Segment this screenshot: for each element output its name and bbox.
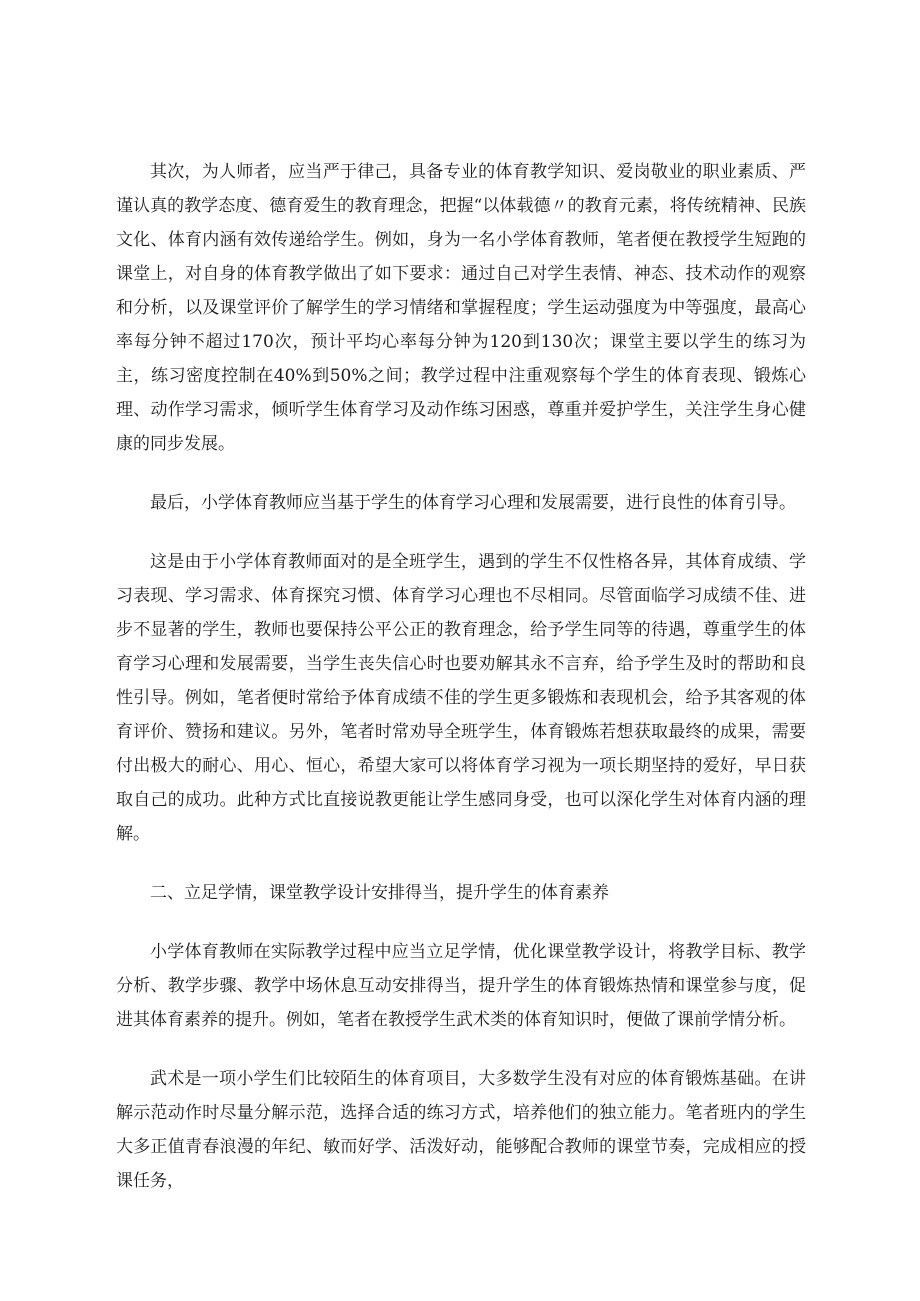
paragraph-whole-class-students: 这是由于小学体育教师面对的是全班学生，遇到的学生不仅性格各异，其体育成绩、学习表现、学习需求、体育探究习惯、体育学习心理也不尽相同。尽管面临学习成绩不佳、进步不显著的学生，教师也要保持公平公正的教育理念，给予学生同等的待遇，尊重学生的体育学习心理和发展需要，当学生丧失信心时也要劝解其永不言弃，给予学生及时的帮助和良性引导。例如，笔者便时常给予体育成绩不佳的学生更多锻炼和表现机会，给予其客观的体育评价、赞扬和建议。另外，笔者时常劝导全班学生，体育锻炼若想获取最终的成果，需要付出极大的耐心、用心、恒心，希望大家可以将体育学习视为一项长期坚持的爱好，早日获取自己的成功。此种方式比直接说教更能让学生感同身受，也可以深化学生对体育内涵的理解。 xyxy=(116,552,806,844)
paragraph-martial-arts: 武术是一项小学生们比较陌生的体育项目，大多数学生没有对应的体育锻炼基础。在讲解示范动作时尽量分解示范，选择合适的练习方式，培养他们的独立能力。笔者班内的学生大多正值青春浪漫的年纪、敏而好学、活泼好动，能够配合教师的课堂节奏，完成相应的授课任务， xyxy=(116,1069,806,1191)
paragraph-spacer xyxy=(116,1037,806,1062)
paragraph-teacher-self-discipline: 其次，为人师者，应当严于律己，具备专业的体育教学知识、爱岗敬业的职业素质、严谨认真的教学态度、德育爱生的教育理念，把握“以体载德〃的教育元素，将传统精神、民族文化、体育内涵有效传递给学生。例如，身为一名小学体育教师，笔者便在教授学生短跑的课堂上，对自身的体育教学做出了如下要求：通过自己对学生表情、神态、技术动作的观察和分析，以及课堂评价了解学生的学习情绪和掌握程度；学生运动强度为中等强度，最高心率每分钟不超过170次，预计平均心率每分钟为120到130次；课堂主要以学生的练习为主，练习密度控制在40%到50%之间；教学过程中注重观察每个学生的体育表现、锻炼心理、动作学习需求，倾听学生体育学习及动作练习困惑，尊重并爱护学生，关注学生身心健康的同步发展。 xyxy=(116,162,806,454)
section-heading-two: 二、立足学情，课堂教学设计安排得当，提升学生的体育素养 xyxy=(150,883,609,903)
document-body xyxy=(116,155,806,1198)
paragraph-positive-guidance: 最后，小学体育教师应当基于学生的体育学习心理和发展需要，进行良性的体育引导。 xyxy=(150,493,796,513)
paragraph-spacer xyxy=(116,851,806,876)
paragraph-spacer xyxy=(116,910,806,935)
paragraph-spacer xyxy=(116,520,806,545)
paragraph-lesson-design: 小学体育教师在实际教学过程中应当立足学情，优化课堂教学设计，将教学目标、教学分析、教学步骤、教学中场休息互动安排得当，提升学生的体育锻炼热情和课堂参与度，促进其体育素养的提升。例如，笔者在教授学生武术类的体育知识时，便做了课前学情分析。 xyxy=(116,942,806,1030)
paragraph-spacer xyxy=(116,461,806,486)
